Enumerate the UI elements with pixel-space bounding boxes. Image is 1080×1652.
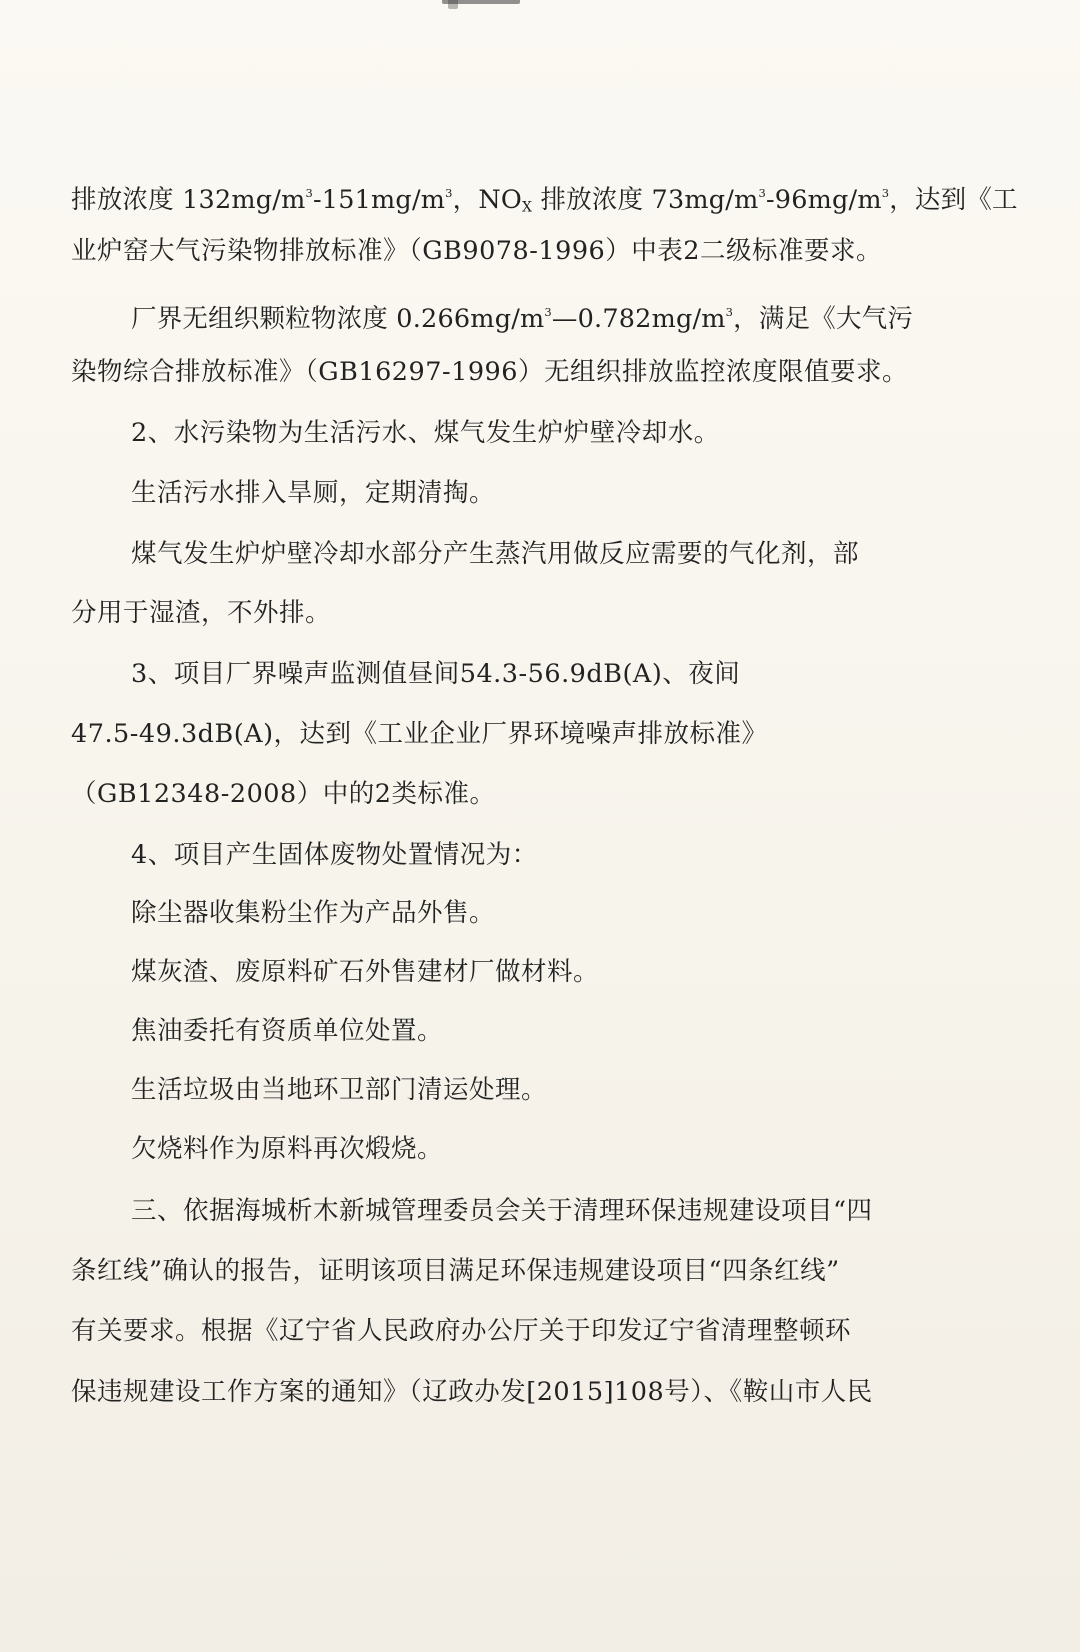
body-line-16: 生活垃圾由当地环卫部门清运处理。 [131,1075,548,1105]
body-line-15: 焦油委托有资质单位处置。 [131,1016,444,1046]
body-line-18: 三、依据海城析木新城管理委员会关于清理环保违规建设项目“四 [131,1196,873,1226]
body-line-21: 保违规建设工作方案的通知》（辽政办发[2015]108号）、《鞍山市人民 [71,1377,873,1407]
body-line-7: 煤气发生炉炉壁冷却水部分产生蒸汽用做反应需要的气化剂，部 [131,539,860,569]
body-line-14: 煤灰渣、废原料矿石外售建材厂做材料。 [131,957,600,987]
body-line-20: 有关要求。根据《辽宁省人民政府办公厅关于印发辽宁省清理整顿环 [71,1316,852,1346]
body-line-19: 条红线”确认的报告，证明该项目满足环保违规建设项目“四条红线” [71,1256,840,1286]
body-line-3: 厂界无组织颗粒物浓度 $0.266mg/m^3—0.782mg/m^3$，满足《大气污 [131,303,914,334]
body-line-9: 3、项目厂界噪声监测值昼间54.3-56.9dB(A)、夜间 [131,659,741,689]
body-line-1: 排放浓度 $132mg/m^3-151mg/m^3$，$NO_X$ 排放浓度 $73mg/m^3-96mg/m^3$，达到《工 [71,184,1018,216]
body-line-4: 染物综合排放标准》（GB16297-1996）无组织排放监控浓度限值要求。 [71,357,908,387]
body-line-11: （GB12348-2008）中的2类标准。 [71,779,496,809]
body-line-10: 47.5-49.3dB(A)，达到《工业企业厂界环境噪声排放标准》 [71,719,768,749]
body-line-8: 分用于湿渣，不外排。 [71,598,332,628]
body-line-5: 2、水污染物为生活污水、煤气发生炉炉壁冷却水。 [131,418,720,448]
body-line-2: 业炉窑大气污染物排放标准》（GB9078-1996）中表2二级标准要求。 [71,236,882,266]
body-line-6: 生活污水排入旱厕，定期清掏。 [131,478,496,508]
body-line-13: 除尘器收集粉尘作为产品外售。 [131,898,496,928]
body-line-17: 欠烧料作为原料再次煅烧。 [131,1134,444,1164]
scan-mark-small [448,0,458,9]
body-line-12: 4、项目产生固体废物处置情况为： [131,840,538,870]
